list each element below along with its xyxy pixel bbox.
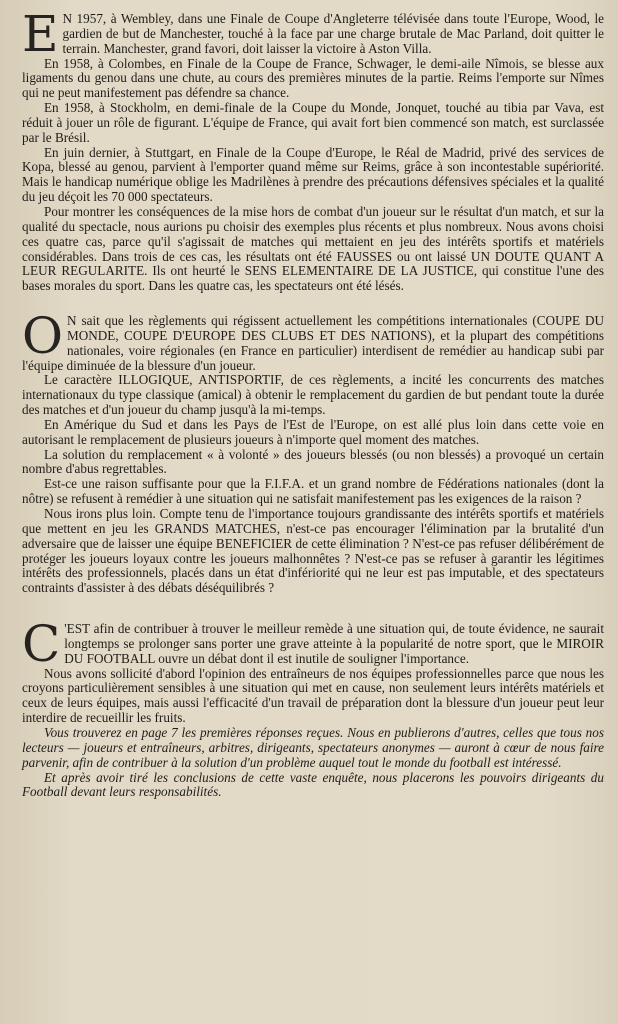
paragraph-amerique-du-sud: En Amérique du Sud et dans les Pays de l'Est de l'Europe, on est allé plus loin dans cette voie en autorisant le remplacement de plusieurs joueurs à n'importe quel moment des matches.	[22, 416, 604, 447]
paragraph-colombes-1958: En 1958, à Colombes, en Finale de la Coupe de France, Schwager, le demi-aile Nîmois, se blesse aux ligaments du genou dans une chute, au cours des premières minutes de la partie. Reims l'emporte sur Nîmes qui ne peut manifestement pas défendre sa chance.	[22, 55, 604, 101]
drop-cap: O	[22, 307, 63, 366]
paragraph-page-7: Vous trouverez en page 7 les premières réponses reçues. Nous en publierons d'autres, celles que tous nos lecteurs — joueurs et entraîneurs, arbitres, dirigeants, spectateurs anonymes — auront à cœur de nous faire parvenir, afin de contribuer à la solution d'un problème auquel tout le monde du football est intéressé.	[22, 724, 604, 770]
paragraph-stockholm-1958: En 1958, à Stockholm, en demi-finale de la Coupe du Monde, Jonquet, touché au tibia par Vava, est réduit à jouer un rôle de figurant. L'équipe de France, qui avait fort bien commencé son match, est surclassée par le Brésil.	[22, 100, 604, 145]
section-spacer	[22, 596, 604, 622]
paragraph-conclusion: Et après avoir tiré les conclusions de cette vaste enquête, nous placerons les pouvoirs dirigeants du Football devant leurs responsabilités.	[22, 769, 604, 800]
paragraph-entraineurs: Nous avons sollicité d'abord l'opinion des entraîneurs de nos équipes professionnelles parce que nous les croyons particulièrement sensibles à une situation qui met en cause, non seulement leurs intérêts matériels et ceux de leurs équipes, mais aussi l'efficacité d'un travail de préparation dont la blessure d'un joueur peut leur interdire de recueillir les fruits.	[22, 665, 604, 726]
drop-cap: E	[22, 5, 59, 63]
article-section-rules	[22, 307, 604, 596]
paragraph-remplacement: La solution du remplacement « à volonté » des joueurs blessés (ou non blessés) a provoqué un certain nombre d'abus regrettables.	[22, 446, 604, 477]
paragraph-miroir: 'EST afin de contribuer à trouver le meilleur remède à une situation qui, de toute évidence, ne saurait longtemps se prolonger sans porter une grave atteinte à la popularité de notre sport, que le MIROIR DU FOOTBALL ouvre un débat dont il est inutile de souligner l'importance.	[64, 621, 604, 666]
drop-cap: C	[22, 615, 61, 674]
paragraph-consequences: Pour montrer les conséquences de la mise hors de combat d'un joueur sur le résultat d'un match, et sur la qualité du spectacle, nous aurions pu choisir des exemples plus récents et plus nombreux. Nous avons choisi ces quatre cas, parce qu'il s'agissait de matches qui mettaient en jeu des intérêts sportifs et matériels considérables. Dans trois de ces cas, les résultats ont été FAUSSES ou ont laissé UN DOUTE QUANT A LEUR REGULARITE. Ils ont heurté le SENS ELEMENTAIRE DE LA JUSTICE, qui constitue l'une des bases morales du sport. Dans les quatre cas, les spectateurs ont été lésés.	[22, 203, 604, 294]
article-section-debate	[22, 615, 604, 800]
paragraph-plus-loin: Nous irons plus loin. Compte tenu de l'importance toujours grandissante des intérêts sportifs et matériels que mettent en jeu les GRANDS MATCHES, n'est-ce pas encourager l'élimination par la brutalité d'un adversaire que de laisser une équipe BENEFICIER de cette élimination ? N'est-ce pas refuser délibérément de protéger les joueurs loyaux contre les joueurs malhonnêtes ? N'est-ce pas se refuser à garantir les légitimes intérêts des professionnels, placés dans un état d'infériorité qui ne leur est pas imputable, et des spectateurs contraints d'assister à des débats déséquilibrés ?	[22, 506, 604, 596]
paragraph-stuttgart: En juin dernier, à Stuttgart, en Finale de la Coupe d'Europe, le Réal de Madrid, privé des services de Kopa, blessé au genou, parvient à l'emporter quand même sur Reims, grâce à son incontestable supériorité. Mais le handicap numérique oblige les Madrilènes à prendre des précautions défensives spéciales et la qualité du jeu déçoit les 70 000 spectateurs.	[22, 144, 604, 205]
paragraph-caractere: Le caractère ILLOGIQUE, ANTISPORTIF, de ces règlements, a incité les concurrents des matches internationaux du type classique (amical) à obtenir le remplacement du gardien de but pendant toute la durée des matches et d'un joueur du champ jusqu'à la mi-temps.	[22, 372, 604, 418]
paragraph-reglements: N sait que les règlements qui régissent actuellement les compétitions internationales (COUPE DU MONDE, COUPE D'EUROPE DES CLUBS ET DES NATIONS), et la plupart des compétitions nationales, voire régionales (en France en particulier) interdisent de remédier au handicap subi par l'équipe diminuée de la blessure d'un joueur.	[22, 313, 604, 373]
article-section-intro	[22, 5, 604, 294]
paragraph-fifa: Est-ce une raison suffisante pour que la F.I.F.A. et un grand nombre de Fédérations nationales (dont la nôtre) se refusent à remédier à une situation qui ne satisfait manifestement pas les exigences de la raison ?	[22, 476, 604, 507]
italic-closing	[22, 726, 604, 800]
section-spacer	[22, 294, 604, 314]
paragraph-wembley-1957: N 1957, à Wembley, dans une Finale de Coupe d'Angleterre télévisée dans toute l'Europe, Wood, le gardien de but de Manchester, touché à la face par une charge brutale de Mac Parland, doit quitter le terrain. Manchester, grand favori, doit laisser la victoire à Aston Villa.	[62, 11, 604, 56]
